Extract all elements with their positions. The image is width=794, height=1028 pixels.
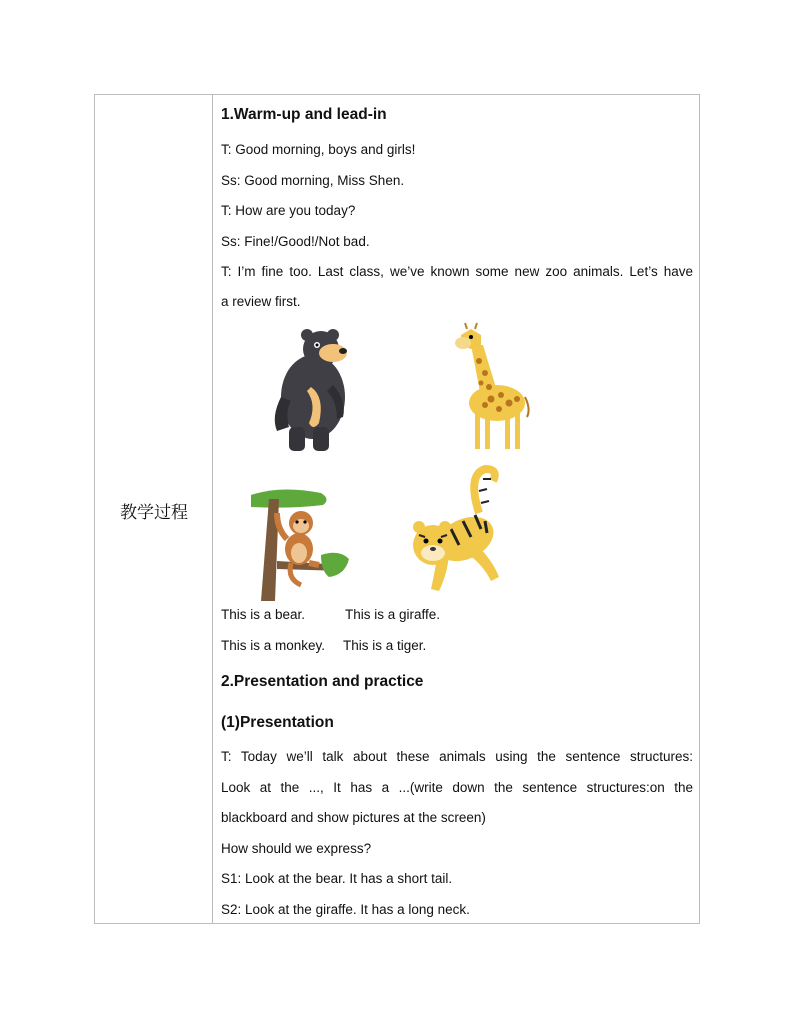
monkey-image — [251, 489, 351, 601]
dialogue-line: Look at the ..., It has a ...(write down the sentence structures:on the — [221, 780, 693, 795]
tiger-caption: This is a tiger. — [343, 638, 427, 653]
dialogue-line: T: I’m fine too. Last class, we’ve known some new zoo animals. Let’s have — [221, 264, 693, 279]
dialogue-line: S2: Look at the giraffe. It has a long neck. — [221, 902, 470, 917]
giraffe-caption: This is a giraffe. — [345, 607, 441, 622]
dialogue-line: T: Good morning, boys and girls! — [221, 142, 416, 157]
teaching-process-label: 教学过程 — [120, 503, 188, 523]
dialogue-line: How should we express? — [221, 841, 372, 856]
dialogue-line: Ss: Fine!/Good!/Not bad. — [221, 234, 370, 249]
bear-image — [267, 327, 363, 455]
dialogue-line: T: Today we’ll talk about these animals using the sentence structures: — [221, 749, 693, 764]
lesson-table — [94, 94, 700, 924]
giraffe-image — [441, 321, 531, 455]
dialogue-line: T: How are you today? — [221, 203, 356, 218]
dialogue-line: blackboard and show pictures at the screen) — [221, 810, 486, 825]
dialogue-line: a review first. — [221, 294, 301, 309]
section1-heading: 1.Warm-up and lead-in — [221, 106, 387, 123]
monkey-caption: This is a monkey. — [221, 638, 326, 653]
dialogue-line: Ss: Good morning, Miss Shen. — [221, 173, 405, 188]
bear-caption: This is a bear. — [221, 607, 306, 622]
tiger-image — [407, 465, 511, 599]
label-column — [95, 95, 213, 923]
section2-heading: 2.Presentation and practice — [221, 673, 424, 690]
dialogue-line: S1: Look at the bear. It has a short tail. — [221, 871, 453, 886]
presentation-subheading: (1)Presentation — [221, 714, 334, 731]
